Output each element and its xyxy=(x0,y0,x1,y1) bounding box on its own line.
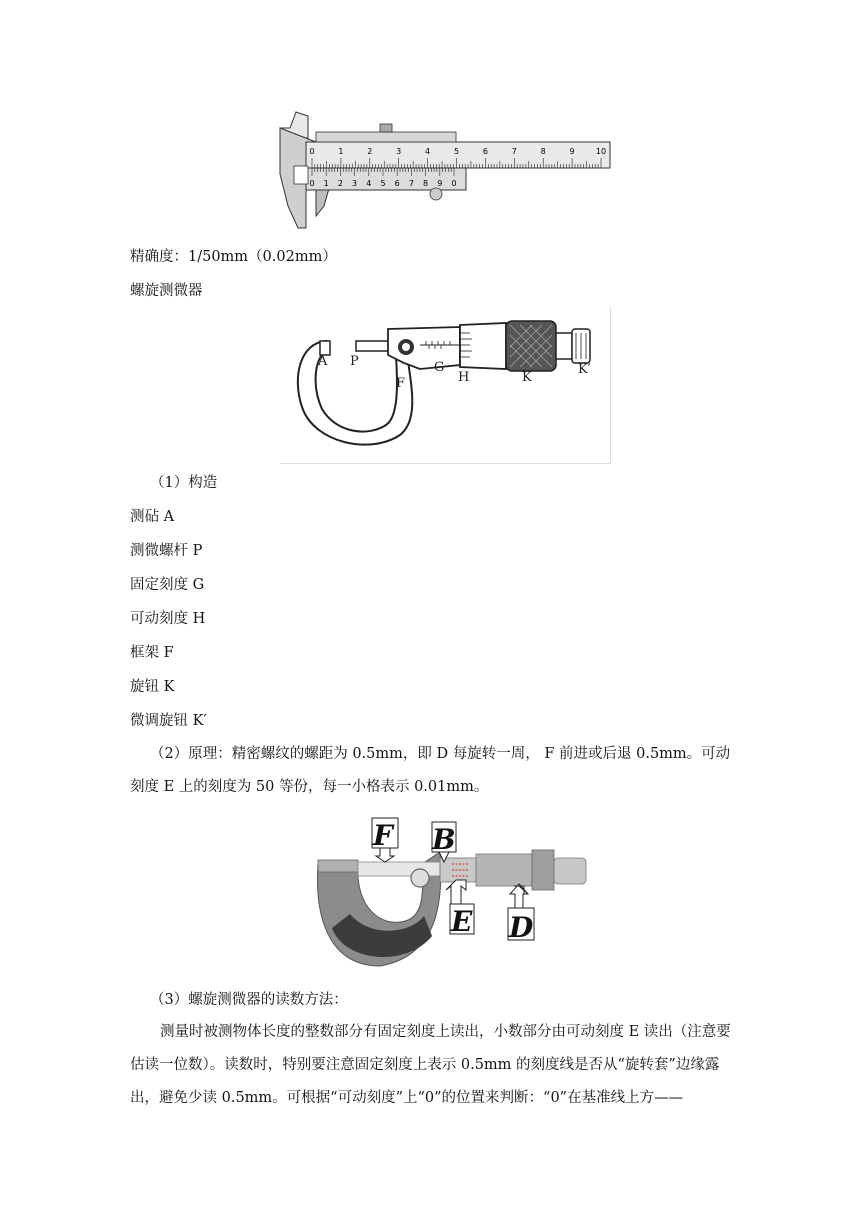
main-scale-label: 10 xyxy=(595,147,607,156)
label-e-callout: E xyxy=(451,905,473,938)
main-scale-label: 6 xyxy=(482,147,488,156)
label-b-callout: B xyxy=(432,823,456,856)
structure-heading: （1）构造 xyxy=(150,475,218,491)
structure-item: 固定刻度 G xyxy=(130,577,205,593)
vernier-scale-label: 4 xyxy=(366,179,372,188)
vernier-scale-label: 6 xyxy=(394,179,400,188)
main-scale-label: 1 xyxy=(338,147,344,156)
vernier-scale-label: 1 xyxy=(323,179,329,188)
structure-item: 测微螺杆 P xyxy=(130,543,203,559)
label-k: K xyxy=(522,370,532,385)
label-d-callout: D xyxy=(509,911,534,944)
label-f-callout: F xyxy=(373,819,393,852)
vernier-scale-label: 2 xyxy=(337,179,343,188)
micrometer-diagram xyxy=(280,307,611,464)
reading-paragraph: 测量时被测物体长度的整数部分有固定刻度上读出，小数部分由可动刻度 E 读出（注意要估读一位数）。读数时，特别要注意固定刻度上表示 0.5mm 的刻度线是否从“旋转套”边缘露出，避免少读 0.5mm。可根据“可动刻度”上“0”的位置来判断：“0”在基准线上方—— xyxy=(130,1024,731,1106)
main-scale-label: 2 xyxy=(367,147,373,156)
vernier-scale-label: 7 xyxy=(408,179,414,188)
precision-line: 精确度：1/50mm（0.02mm） xyxy=(130,249,337,265)
main-scale-label: 8 xyxy=(540,147,546,156)
main-scale-label: 5 xyxy=(453,147,460,156)
structure-item: 微调旋钮 K′ xyxy=(130,713,207,729)
reading-heading: （3）螺旋测微器的读数方法： xyxy=(150,992,348,1008)
main-scale-label: 9 xyxy=(569,147,575,156)
main-scale-label: 4 xyxy=(425,147,431,156)
label-h: H xyxy=(458,370,470,385)
main-scale-label: 0 xyxy=(309,147,315,156)
vernier-scale-label: 8 xyxy=(423,179,429,188)
label-g: G xyxy=(434,360,445,375)
vernier-scale-label: 0 xyxy=(309,179,315,188)
vernier-scale-label: 9 xyxy=(437,179,443,188)
structure-item: 可动刻度 H xyxy=(130,611,206,627)
vernier-scale-label: 5 xyxy=(380,179,386,188)
principle-paragraph: （2）原理：精密螺纹的螺距为 0.5mm，即 D 每旋转一周， F 前进或后退 0.5mm。可动刻度 E 上的刻度为 50 等份，每一小格表示 0.01mm。 xyxy=(130,746,731,795)
micrometer-heading: 螺旋测微器 xyxy=(130,283,203,299)
main-scale-label: 3 xyxy=(396,147,402,156)
main-scale-label: 7 xyxy=(511,147,517,156)
structure-item: 旋钮 K xyxy=(130,679,175,695)
vernier-scale-label: 0 xyxy=(451,179,457,188)
structure-item: 测砧 A xyxy=(130,509,175,525)
micrometer-photo-figure xyxy=(310,816,600,976)
label-a: A xyxy=(318,354,328,369)
label-k-prime: K′ xyxy=(578,362,591,377)
structure-item: 框架 F xyxy=(130,645,174,661)
label-f: F xyxy=(396,376,406,391)
label-p: P xyxy=(350,354,359,369)
vernier-caliper-figure xyxy=(276,106,614,232)
vernier-scale-label: 3 xyxy=(352,179,358,188)
